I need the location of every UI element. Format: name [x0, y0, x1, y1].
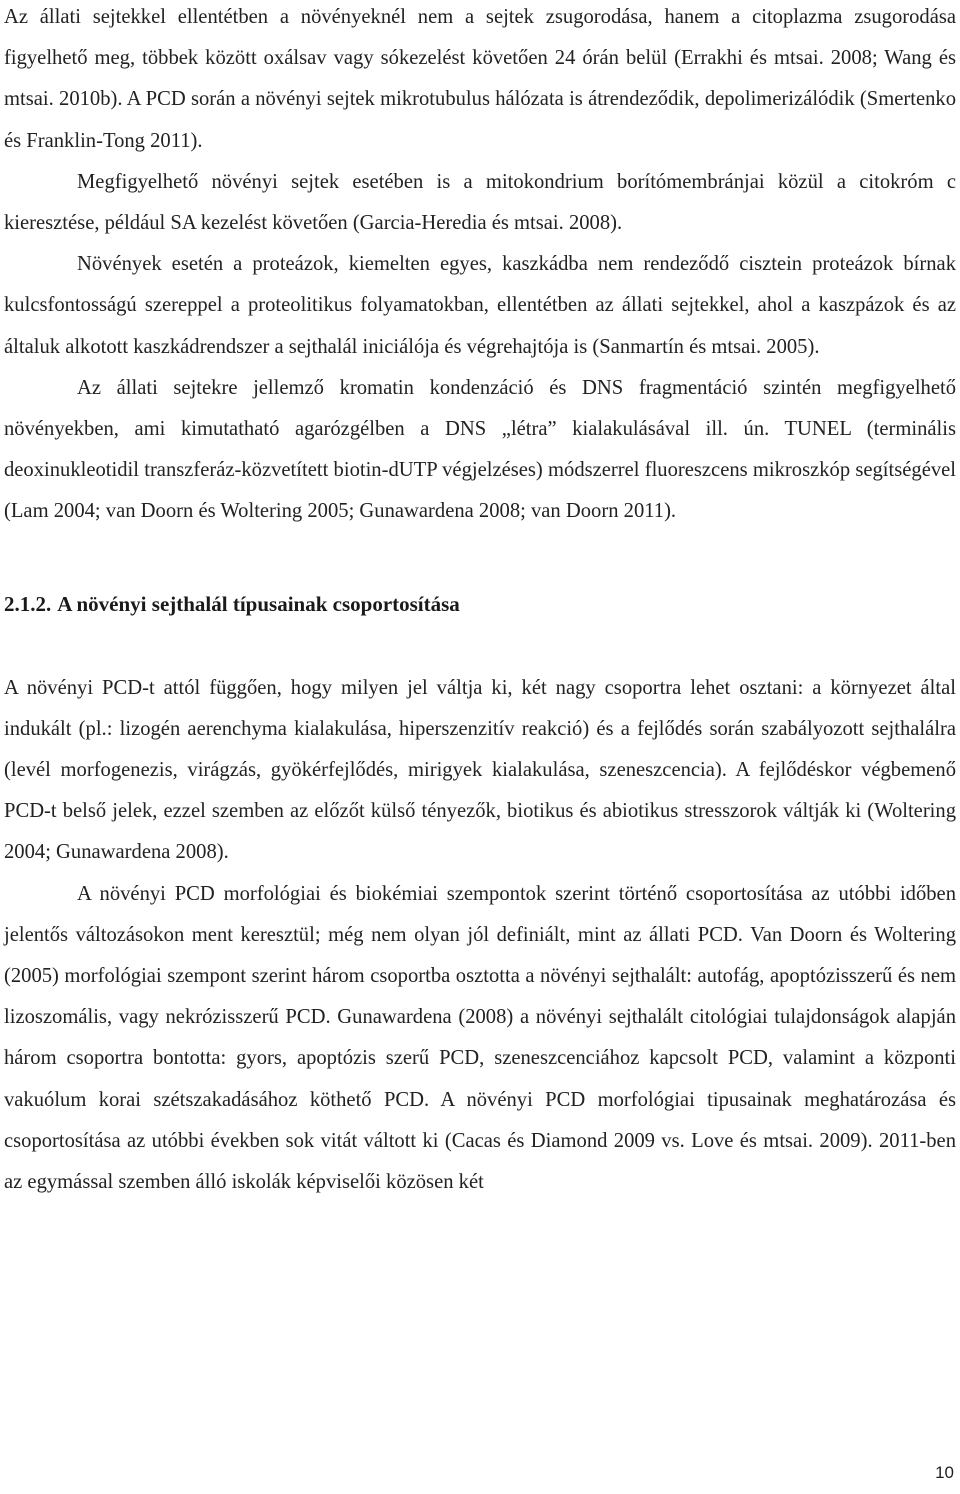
paragraph-pcd-classification: A növényi PCD morfológiai és biokémiai szempontok szerint történő csoportosítása az utóbbi időben jelentős változásokon ment keresztül; még nem olyan jól definiált, mint az állati PCD. Van Doorn és Woltering (2005) morfológiai szempont szerint három csoportba osztotta a növényi sejthalált: autofág, apoptózisszerű és nem lizoszomális, vagy nekrózisszerű PCD. Gunawardena (2008) a növényi sejthalált citológiai tulajdonságok alapján három csoportra bontotta: gyors, apoptózis szerű PCD, szeneszcenciához kapcsolt PCD, valamint a központi vakuólum korai szétszakadásához köthető PCD. A növényi PCD morfológiai tipusainak meghatározása és csoportosítása az utóbbi években sok vitát váltott ki (Cacas és Diamond 2009 vs. Love és mtsai. 2009). 2011-ben az egymással szemben álló iskolák képviselői közösen két	[4, 882, 956, 1194]
paragraph-chromatin-condensation: Az állati sejtekre jellemző kromatin kondenzáció és DNS fragmentáció szintén megfigyelhető növényekben, ami kimutatható agarózgélben a DNS „létra” kialakulásával ill. ún. TUNEL (terminális deoxinukleotidil transzferáz-közvetített biotin-dUTP végjelzéses) módszerrel fluoreszcens mikroszkóp segítségével (Lam 2004; van Doorn és Woltering 2005; Gunawardena 2008; van Doorn 2011).	[4, 376, 956, 523]
paragraph-cytochrome-c: Megfigyelhető növényi sejtek esetében is a mitokondrium borítómembránjai közül a citokróm c kieresztése, például SA kezelést követően (Garcia-Heredia és mtsai. 2008).	[4, 170, 956, 235]
section-number: 2.1.2.	[4, 591, 52, 616]
section-title: A növényi sejthalál típusainak csoportosítása	[57, 591, 460, 616]
page-number: 10	[935, 1463, 954, 1482]
section-heading	[4, 584, 956, 625]
paragraph-cytoplasm-shrinkage: Az állati sejtekkel ellentétben a növényeknél nem a sejtek zsugorodása, hanem a citoplazma zsugorodása figyelhető meg, többek között oxálsav vagy sókezelést követően 24 órán belül (Errakhi és mtsai. 2008; Wang és mtsai. 2010b). A PCD során a növényi sejtek mikrotubulus hálózata is átrendeződik, depolimerizálódik (Smertenko és Franklin-Tong 2011).	[4, 6, 956, 152]
paragraph-pcd-groups: A növényi PCD-t attól függően, hogy milyen jel váltja ki, két nagy csoportra lehet osztani: a környezet által indukált (pl.: lizogén aerenchyma kialakulása, hiperszenzitív reakció) és a fejlődés során szabályozott sejthalálra (levél morfogenezis, virágzás, gyökérfejlődés, mirigyek kialakulása, szeneszcencia). A fejlődéskor végbemenő PCD-t belső jelek, ezzel szemben az előzőt külső tényezők, biotikus és abiotikus stresszorok váltják ki (Woltering 2004; Gunawardena 2008).	[4, 676, 956, 864]
paragraph-proteases: Növények esetén a proteázok, kiemelten egyes, kaszkádba nem rendeződő cisztein proteázok bírnak kulcsfontosságú szereppel a proteolitikus folyamatokban, ellentétben az állati sejtekkel, ahol a kaszpázok és az általuk alkotott kaszkádrendszer a sejthalál iniciálója és végrehajtója is (Sanmartín és mtsai. 2005).	[4, 253, 956, 358]
